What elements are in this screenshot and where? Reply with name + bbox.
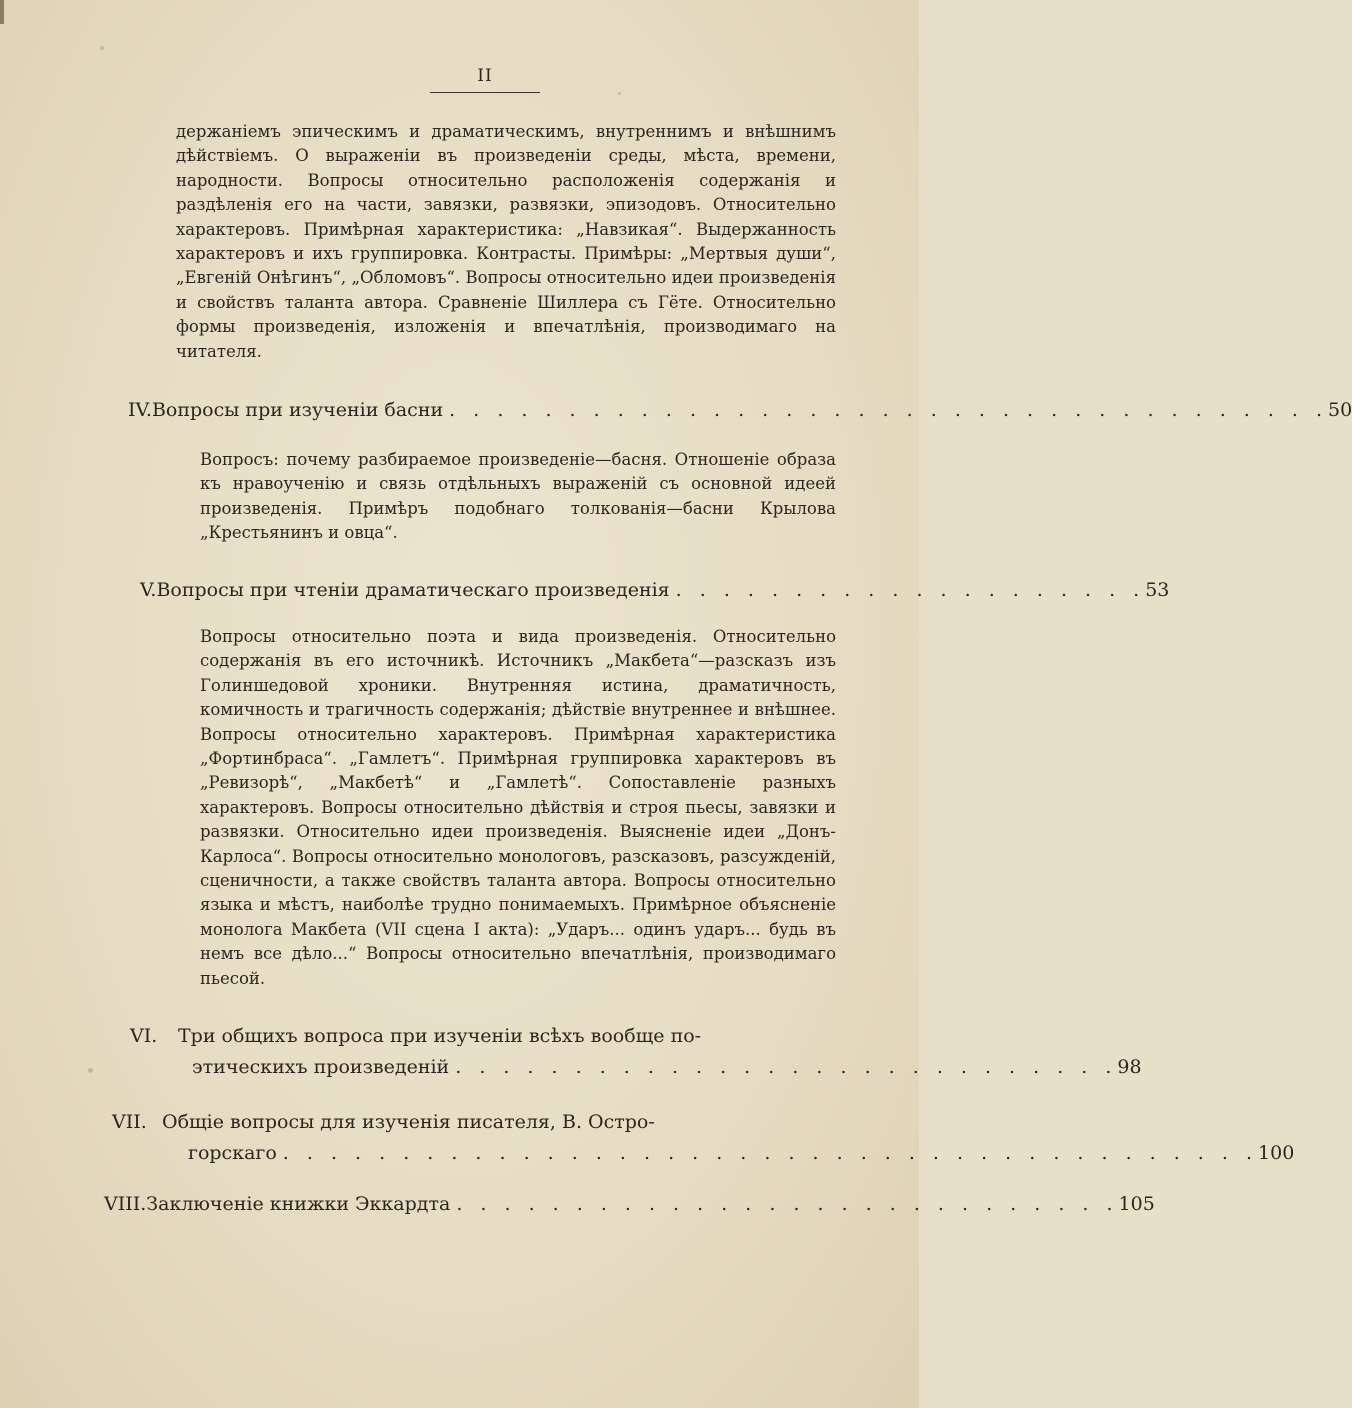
paper-spot: [88, 1068, 93, 1073]
toc-entry-number: VIII.: [104, 1193, 147, 1215]
paper-spot: [100, 46, 104, 50]
dot-leader: . . . . . . . . . . . . . . . . . . . .: [675, 579, 1146, 601]
toc-entry-page: 50: [1328, 399, 1352, 421]
toc-entry-page: 105: [1118, 1193, 1155, 1215]
toc-entry-v[interactable]: [140, 576, 1170, 605]
toc-entry-title-line-1: Три общихъ вопроса при изученіи всѣхъ вообще по-: [178, 1025, 702, 1047]
dot-leader: . . . . . . . . . . . . . . . . . . . . . . . . . . . .: [455, 1056, 1118, 1078]
toc-entry-number: VII.: [112, 1111, 147, 1133]
toc-entry-title-line-1: Общіе вопросы для изученія писателя, В. Остро-: [162, 1111, 655, 1133]
section-summary-iv: Вопросъ: почему разбираемое произведеніе—басня. Отношеніе образа къ нравоученію и связь отдѣльныхъ выраженій съ основной идеей произведенія. Примѣръ подобнаго толкованія—басни Крылова „Крестьянинъ и овца“.: [200, 450, 836, 543]
header-rule: [430, 92, 540, 93]
toc-entry-number: V.: [140, 579, 157, 601]
section-summary-v: Вопросы относительно поэта и вида произведенія. Относительно содержанія въ его источникѣ. Источникъ „Макбета“—разсказъ изъ Голиншедовой хроники. Внутренняя истина, драматичность, комичность и трагичность содержанія; дѣйствіе внутреннее и внѣшнее. Вопросы относительно характеровъ. Примѣрная характеристика „Фортинбраса“. „Гамлетъ“. Примѣрная группировка характеровъ въ „Ревизорѣ“, „Макбетѣ“ и „Гамлетѣ“. Сопоставленіе разныхъ характеровъ. Вопросы относительно дѣйствія и строя пьесы, завязки и развязки. Относительно идеи произведенія. Выясненіе идеи „Донъ-Карлоса“. Вопросы относительно монологовъ, разсказовъ, разсужденій, сценичности, а также свойствъ таланта автора. Вопросы относительно языка и мѣстъ, наиболѣе трудно понимаемыхъ. Примѣрное объясненіе монолога Макбета (VII сцена I акта): „Ударъ... одинъ ударъ... будь въ немъ все дѣло...“ Вопросы относительно впечатлѣнія, производимаго пьесой.: [200, 627, 836, 988]
toc-entry-title-line-2: горскаго: [188, 1142, 277, 1164]
page-edge-mark: [0, 0, 4, 24]
toc-entry-title: Вопросы при чтеніи драматическаго произведенія: [156, 579, 670, 601]
dot-leader: . . . . . . . . . . . . . . . . . . . . . . . . . . . . . . . . . . . . .: [449, 399, 1329, 421]
toc-entry-page: 100: [1258, 1142, 1295, 1164]
toc-entry-iv[interactable]: [128, 396, 1352, 425]
toc-entry-page: 98: [1117, 1056, 1142, 1078]
toc-entry-page: 53: [1145, 579, 1170, 601]
continued-paragraph: держаніемъ эпическимъ и драматическимъ, внутреннимъ и внѣшнимъ дѣйствіемъ. О выраженіи въ произведеніи среды, мѣста, времени, народности. Вопросы относительно расположенія содержанія и раздѣленія его на части, завязки, развязки, эпизодовъ. Относительно характеровъ. Примѣрная характеристика: „Навзикая“. Выдержанность характеровъ и ихъ группировка. Контрасты. Примѣры: „Мертвыя души“, „Евгеній Онѣгинъ“, „Обломовъ“. Вопросы относительно идеи произведенія и свойствъ таланта автора. Сравненіе Шиллера съ Гёте. Относительно формы произведенія, изложенія и впечатлѣнія, производимаго на читателя.: [176, 122, 836, 361]
dot-leader: . . . . . . . . . . . . . . . . . . . . . . . . . . . . . . . . . . . . . . . . .: [282, 1142, 1259, 1164]
toc-entry-title-line-2: этическихъ произведеній: [192, 1056, 450, 1078]
toc-entry-vi[interactable]: [130, 1022, 1142, 1082]
page-number: II: [477, 66, 493, 86]
toc-entry-title: Вопросы при изученіи басни: [151, 399, 444, 421]
paper-spot: [618, 92, 621, 95]
toc-entry-number: VI.: [130, 1025, 158, 1047]
toc-entry-number: IV.: [128, 399, 152, 421]
toc-entry-vii[interactable]: [112, 1108, 1295, 1168]
toc-entry-title: Заключеніе книжки Эккардта: [146, 1193, 451, 1215]
toc-entry-viii[interactable]: [104, 1190, 1155, 1219]
dot-leader: . . . . . . . . . . . . . . . . . . . . . . . . . . . .: [456, 1193, 1119, 1215]
